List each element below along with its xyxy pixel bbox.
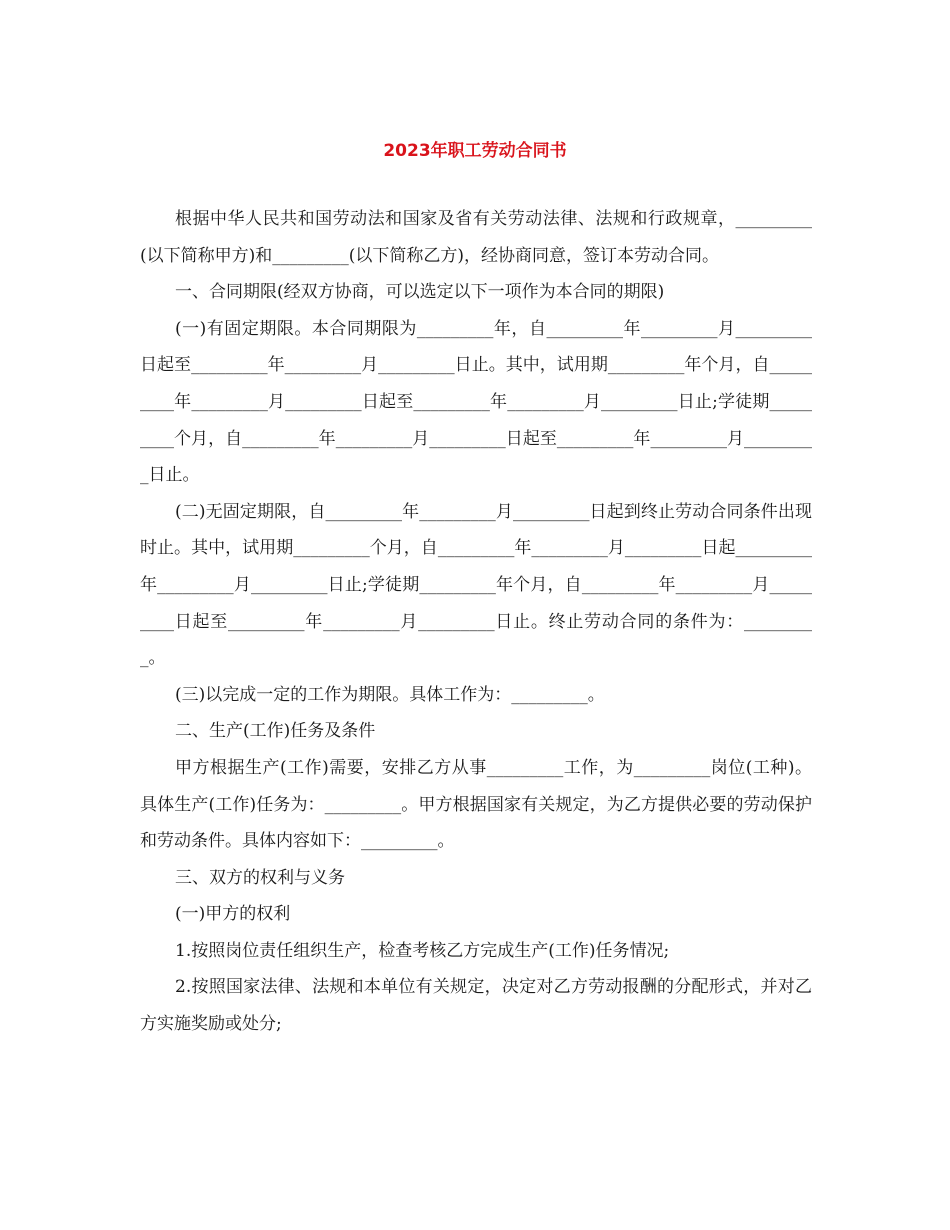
paragraph-fixed-term: (一)有固定期限。本合同期限为_________年，自_________年_________月_________日起至_________年_________月_________日止。其中，试用期_________年个月，自_________年_________月_________日起至_________年_________月_________日止;学徒期_________个月，自_________年_________月_________日起至_________年_________月_________日止。 xyxy=(140,318,812,486)
paragraph-production-tasks: 甲方根据生产(工作)需要，安排乙方从事_________工作，为_________岗位(工种)。具体生产(工作)任务为：_________。甲方根据国家有关规定，为乙方提供必要的劳动保护和劳动条件。具体内容如下：_________。 xyxy=(140,757,812,852)
document-body xyxy=(140,201,812,1043)
list-item-rights-1: 1.按照岗位责任组织生产，检查考核乙方完成生产(工作)任务情况; xyxy=(175,940,670,961)
section-heading-rights-obligations: 三、双方的权利与义务 xyxy=(175,867,345,888)
paragraph-task-term: (三)以完成一定的工作为期限。具体工作为：_________。 xyxy=(175,684,605,705)
list-item-rights-2: 2.按照国家法律、法规和本单位有关规定，决定对乙方劳动报酬的分配形式，并对乙方实施奖励或处分; xyxy=(140,977,812,1035)
subheading-party-a-rights: (一)甲方的权利 xyxy=(175,904,291,925)
paragraph-preamble: 根据中华人民共和国劳动法和国家及省有关劳动法律、法规和行政规章，_________(以下简称甲方)和_________(以下简称乙方)，经协商同意，签订本劳动合同。 xyxy=(140,209,812,266)
paragraph-open-term: (二)无固定期限，自_________年_________月_________日起到终止劳动合同条件出现时止。其中，试用期_________个月，自_________年_________月_________日起_________年_________月_________日止;学徒期_________年个月，自_________年_________月_________日起至_________年_________月_________日止。终止劳动合同的条件为：_________。 xyxy=(140,501,812,669)
document-title: 2023年职工劳动合同书 xyxy=(383,141,567,161)
section-heading-production-tasks: 二、生产(工作)任务及条件 xyxy=(175,721,376,742)
section-heading-contract-term: 一、合同期限(经双方协商，可以选定以下一项作为本合同的期限) xyxy=(175,282,665,303)
